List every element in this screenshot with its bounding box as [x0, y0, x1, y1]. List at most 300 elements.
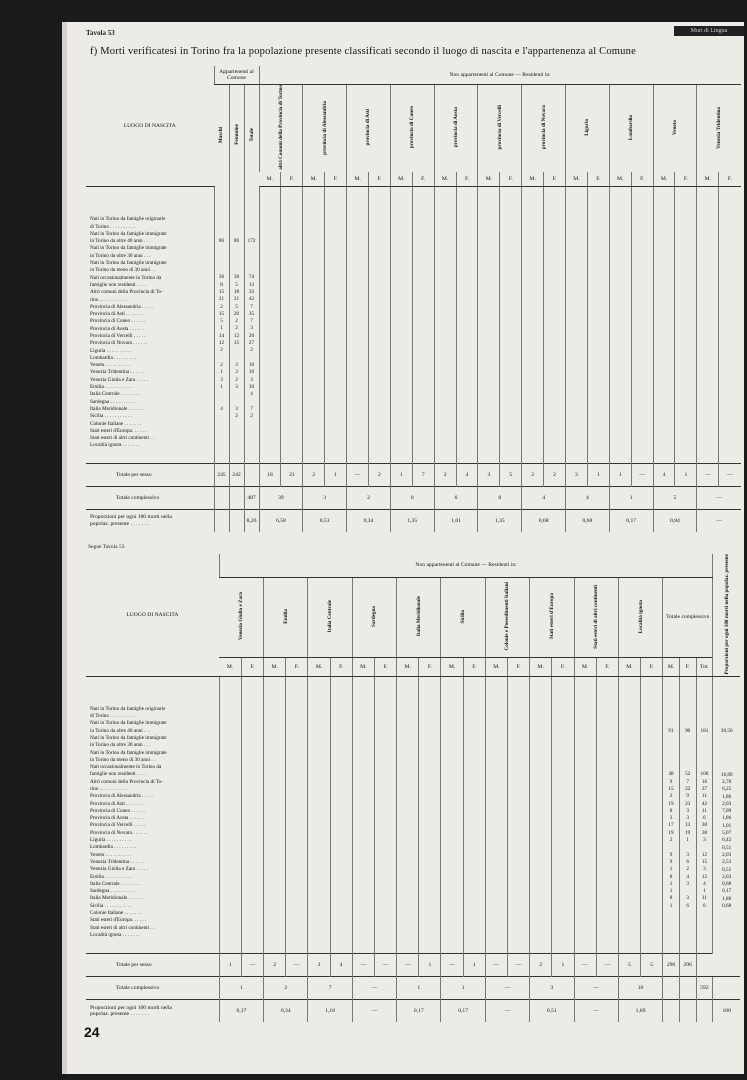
col-header-label: provincia di Alessandria — [321, 100, 328, 155]
sex-f: F. — [552, 658, 574, 677]
sex-m: M. — [264, 658, 286, 677]
proporzione-value: 0,34 — [347, 510, 391, 533]
col-header — [308, 577, 352, 658]
cell-value: 18 — [233, 288, 240, 295]
col-header-label: Colonie e Possedimenti Italiani — [504, 582, 511, 651]
row-label: Altri comuni della Provincia di To- — [90, 778, 163, 785]
sex-m: M. — [308, 658, 330, 677]
sex-m: M. — [609, 172, 631, 187]
sex-m: M. — [347, 172, 369, 187]
cell-value: 1 — [669, 880, 673, 887]
totale-value: 1 — [552, 954, 574, 977]
row-label: Nati in Torino da famiglie immigrate — [90, 720, 167, 727]
cell-value: 86 — [218, 237, 225, 244]
cell-value — [697, 844, 713, 851]
sex-m: M. — [352, 658, 374, 677]
sex-f: F. — [544, 172, 566, 187]
cell-value: 19 — [685, 829, 691, 836]
col-header — [530, 577, 574, 658]
proporzioni-label — [86, 1000, 219, 1023]
row-label: Liguria . . . . . . . . . . — [90, 347, 132, 354]
cell-value — [215, 245, 229, 252]
data-column — [308, 677, 330, 954]
totale-value: 5 — [500, 464, 522, 487]
sex-m: M. — [663, 658, 680, 677]
cell-value: 26 — [248, 332, 255, 339]
totale-value: — — [286, 954, 308, 977]
cell-value: 3 — [686, 851, 689, 858]
row-label: Italia Meridionale . . . . . . — [90, 405, 143, 412]
totale-complessivo-label: Totale complessivo — [86, 977, 219, 1000]
col-header — [697, 85, 741, 173]
cell-value: 2 — [235, 376, 238, 383]
continuation-label: Segue Tavola 53 — [88, 544, 125, 550]
data-column — [463, 677, 485, 954]
row-label: Nati in Torino da famiglie immigrate — [90, 230, 167, 237]
sex-m: M. — [618, 658, 640, 677]
totale-value — [244, 464, 259, 487]
col-header — [441, 577, 485, 658]
cell-value — [663, 844, 679, 851]
cell-value: 6,42 — [722, 837, 732, 844]
totale-per-sesso-label: Totale per sesso — [86, 464, 214, 487]
cell-value: 9 — [669, 778, 673, 785]
col-header — [390, 85, 434, 173]
complessivo-value: 10 — [618, 977, 662, 1000]
cell-value — [245, 252, 259, 259]
data-column — [574, 677, 596, 954]
proporzione-value: 1,35 — [478, 510, 522, 533]
cell-value: 1,86 — [722, 815, 732, 822]
group-non-appartenenti: Non appartenenti al Comune — Residenti in: — [219, 554, 713, 577]
col-header-label: Sardegna — [371, 605, 378, 627]
row-label: popolaz. presente . . . . . . . — [90, 521, 149, 527]
cell-value — [230, 355, 244, 362]
data-column — [352, 677, 374, 954]
cell-value — [663, 735, 679, 742]
cell-value: 17 — [668, 822, 674, 829]
cell-value — [680, 844, 696, 851]
col-header-label: Veneto — [671, 119, 678, 136]
cell-value — [215, 420, 229, 427]
cell-value — [215, 391, 229, 398]
cell-value — [713, 742, 740, 749]
cell-value: 8 — [669, 807, 673, 814]
sex-f: F. — [500, 172, 522, 187]
totale-complessivo-header: Totale complessivo — [663, 577, 713, 658]
cell-value — [245, 260, 259, 267]
row-label: rino . . . . . . . . . . . — [90, 296, 127, 303]
cell-value: 1 — [703, 888, 706, 895]
proporzione-value: 100 — [713, 1000, 740, 1023]
row-label: Proporzioni per ogni 100 morti nella — [90, 1004, 172, 1011]
cell-value — [697, 910, 713, 917]
cell-value: 2 — [220, 361, 223, 368]
cell-value: 23 — [685, 800, 691, 807]
proporzione-value: 6,58 — [259, 510, 303, 533]
cell-value: 2 — [686, 866, 689, 873]
cell-value — [230, 245, 244, 252]
complessivo-value: 1 — [397, 977, 441, 1000]
complessivo-value: 39 — [259, 487, 303, 510]
cell-value: 172 — [247, 237, 256, 244]
totale-value: 4 — [330, 954, 352, 977]
col-header — [609, 85, 653, 173]
row-label: Località ignota . . . . . . . — [90, 931, 140, 938]
cell-value — [663, 742, 679, 749]
data-column — [530, 677, 552, 954]
sex-f: F. — [241, 658, 263, 677]
row-label: Stati esteri di altri continenti . . — [90, 435, 155, 442]
totale-value: 296 — [663, 954, 680, 977]
cell-value: 6 — [703, 815, 706, 822]
cell-value: 2,03 — [722, 800, 732, 807]
cell-value: 48 — [668, 771, 674, 778]
row-label: Sardegna . . . . . . . . . . — [90, 888, 136, 895]
totale-value: 2 — [522, 464, 544, 487]
data-column — [596, 677, 618, 954]
proporzione-value: 0,84 — [653, 510, 697, 533]
row-label: Lombardia . . . . . . . . . — [90, 354, 137, 361]
cell-value: 0,68 — [722, 881, 732, 888]
row-label: Nati in Torino da famiglie originarie — [90, 705, 166, 712]
sex-f: F. — [719, 172, 741, 187]
sex-f: F. — [679, 658, 696, 677]
totale-value: — — [596, 954, 618, 977]
proporzione-value: — — [574, 1000, 618, 1023]
cell-value: 19 — [668, 800, 674, 807]
cell-value: 2 — [220, 303, 223, 310]
totale-value: 2 — [530, 954, 552, 977]
data-column — [374, 677, 396, 954]
cell-value: 91 — [668, 727, 674, 734]
col-header — [574, 577, 618, 658]
row-label: Emilia . . . . . . . . . . . — [90, 384, 133, 391]
row-label: Emilia . . . . . . . . . . . — [90, 873, 133, 880]
cell-value: 3 — [250, 376, 253, 383]
data-column — [347, 187, 369, 464]
complessivo-value: 6 — [434, 487, 478, 510]
row-label: in Torino da oltre 30 anni . . . — [90, 742, 151, 749]
cell-value: 15 — [218, 288, 225, 295]
data-column — [675, 187, 697, 464]
cell-value — [680, 764, 696, 771]
col-header — [522, 85, 566, 173]
data-column — [229, 187, 244, 464]
proporzione-value — [214, 510, 229, 533]
cell-value: 1 — [220, 369, 223, 376]
data-column — [397, 677, 419, 954]
sex-f: F. — [325, 172, 347, 187]
cell-value: 4 — [703, 880, 706, 887]
row-label: Nati in Torino da famiglie immigrate — [90, 734, 167, 741]
col-header — [219, 577, 263, 658]
cell-value — [245, 398, 259, 405]
data-column — [219, 677, 241, 954]
col-header-label: Stati esteri di altri continenti — [593, 584, 600, 649]
row-label: Colonie Italiane . . . . . . . — [90, 420, 142, 427]
cell-value: 21 — [233, 296, 240, 303]
page-title: f) Morti verificatesi in Torino fra la popolazione presente classificati secondo il luogo di nascita e l'appartenenza al Comune — [90, 46, 636, 57]
totale-complessivo-label: Totale complessivo — [86, 487, 214, 510]
cell-value: 86 — [233, 237, 240, 244]
cell-value — [230, 347, 244, 354]
table-1 — [86, 66, 741, 532]
sex-m: M. — [566, 172, 588, 187]
cell-value — [215, 267, 229, 274]
data-column — [241, 677, 263, 954]
col-header-label: provincia di Aosta — [453, 107, 460, 148]
row-label: in Torino da oltre 40 anni . . . — [90, 727, 151, 734]
row-label: Veneto . . . . . . . . . . — [90, 362, 131, 369]
data-column — [609, 187, 631, 464]
cell-value: 3 — [235, 361, 238, 368]
total-header: Tot. — [696, 658, 713, 677]
row-label: Provincia di Asti . . . . . . . — [90, 800, 144, 807]
cell-value: 11 — [701, 807, 707, 814]
row-label: Nati in Torino da famiglie immigrate — [90, 749, 167, 756]
totale-value: 4 — [456, 464, 478, 487]
cell-value — [697, 735, 713, 742]
sex-f: F. — [286, 658, 308, 677]
cell-value: 90 — [685, 727, 691, 734]
cell-value: 21 — [218, 296, 225, 303]
col-header-label: provincia di Cuneo — [409, 106, 416, 149]
cell-value: 8 — [220, 281, 223, 288]
cell-value: 4 — [220, 405, 223, 412]
col-header-label: provincia di Vercelli — [496, 105, 503, 150]
cell-value: 7,09 — [722, 808, 732, 815]
col-header — [485, 577, 529, 658]
cell-value: 42 — [248, 296, 255, 303]
row-header: LUOGO DI NASCITA — [86, 554, 219, 677]
cell-value — [230, 267, 244, 274]
totale-value: — — [397, 954, 419, 977]
col-header-label: Venezia Tridentina — [716, 106, 722, 149]
cell-value: 15 — [233, 340, 240, 347]
row-label: Provincia di Asti . . . . . . . — [90, 311, 144, 318]
cell-value — [230, 398, 244, 405]
proporzione-value: 0,51 — [530, 1000, 574, 1023]
complessivo-value: — — [574, 977, 618, 1000]
row-label: Sicilia . . . . . . . . . . . — [90, 902, 132, 909]
cell-value — [697, 757, 713, 764]
data-column — [264, 677, 286, 954]
totale-value: 1 — [419, 954, 441, 977]
row-label: Provincia di Vercelli . . . . . — [90, 333, 146, 339]
col-header-label: Emilia — [282, 609, 289, 624]
row-label: in Torino da meno di 30 anni . . — [90, 267, 156, 274]
proporzioni-label — [86, 510, 214, 533]
data-column — [485, 677, 507, 954]
cell-value: 38 — [701, 829, 708, 836]
complessivo-value: 3 — [303, 487, 347, 510]
complessivo-value — [713, 977, 740, 1000]
cell-value — [713, 750, 740, 757]
cell-value: 9 — [669, 858, 673, 865]
data-column — [679, 677, 696, 954]
cell-value: 6 — [686, 902, 689, 909]
data-column — [390, 187, 412, 464]
row-label: Provincia di Cuneo . . . . . . — [90, 807, 146, 814]
complessivo-value: 5 — [653, 487, 697, 510]
proporzione-value — [229, 510, 244, 533]
row-label: Liguria . . . . . . . . . . — [90, 837, 132, 844]
col-header — [653, 85, 697, 173]
group-non-appartenenti: Non appartenenti al Comune — Residenti in: — [259, 66, 741, 85]
row-label: Provincia di Novara . . . . . . — [90, 829, 148, 836]
data-column — [281, 187, 303, 464]
totale-per-sesso-label: Totale per sesso — [86, 954, 219, 977]
proporzione-value: — — [485, 1000, 529, 1023]
proporzione-value — [679, 1000, 696, 1023]
proporzione-value: 1,35 — [390, 510, 434, 533]
cell-value: 7 — [686, 778, 689, 785]
totale-value: — — [631, 464, 653, 487]
cell-value: 3 — [669, 815, 673, 822]
sex-m: M. — [485, 658, 507, 677]
col-header-label: Stati esteri d'Europa — [548, 593, 555, 640]
cell-value: 52 — [685, 771, 691, 778]
cell-value: 7 — [250, 405, 253, 412]
proporzione-value: 1,01 — [434, 510, 478, 533]
cell-value: 42 — [701, 800, 708, 807]
data-column — [214, 187, 229, 464]
col-header-label: Lombardia — [628, 114, 635, 141]
sex-f: F. — [463, 658, 485, 677]
totale-value: 5 — [641, 954, 663, 977]
complessivo-value — [214, 487, 229, 510]
row-label: Nati occasionalmente in Torino da — [90, 764, 162, 771]
proporzione-value: 0,17 — [441, 1000, 485, 1023]
cell-value: 30 — [701, 822, 708, 829]
data-column — [566, 187, 588, 464]
complessivo-value: 1 — [609, 487, 653, 510]
cell-value: 2,03 — [722, 851, 732, 858]
cell-value — [697, 764, 713, 771]
col-header — [214, 85, 229, 187]
proporzione-value: 0,68 — [522, 510, 566, 533]
cell-value — [663, 750, 679, 757]
cell-value: 12 — [701, 873, 708, 880]
col-header — [303, 85, 347, 173]
cell-value: 13 — [685, 822, 691, 829]
row-label: in Torino da oltre 30 anni . . . — [90, 252, 151, 259]
cell-value: 6,25 — [722, 786, 732, 793]
sex-m: M. — [434, 172, 456, 187]
col-header-label: Sicilia — [460, 609, 467, 624]
totale-value: 245 — [214, 464, 229, 487]
cell-value: 2 — [669, 837, 673, 844]
cell-value: 2 — [235, 413, 238, 420]
row-label: in Torino da meno di 30 anni . . — [90, 756, 156, 763]
complessivo-value — [229, 487, 244, 510]
cell-value — [663, 757, 679, 764]
cell-value: 33 — [248, 288, 255, 295]
table-2 — [86, 554, 740, 1022]
cell-value: 2 — [669, 793, 673, 800]
cell-value: 2 — [235, 325, 238, 332]
complessivo-value: — — [485, 977, 529, 1000]
totale-value: 7 — [412, 464, 434, 487]
sex-f: F. — [368, 172, 390, 187]
cell-value — [215, 252, 229, 259]
col-header — [229, 85, 244, 187]
proporzione-value — [663, 1000, 680, 1023]
totale-value: — — [241, 954, 263, 977]
col-header — [264, 577, 308, 658]
cell-value: 7 — [250, 303, 253, 310]
cell-value: 0,17 — [722, 888, 732, 895]
proporzione-value — [696, 1000, 713, 1023]
cell-value — [230, 420, 244, 427]
totale-value: 2 — [264, 954, 286, 977]
totale-value: 5 — [618, 954, 640, 977]
cell-value: 5 — [235, 281, 238, 288]
sex-f: F. — [456, 172, 478, 187]
col-header — [566, 85, 610, 173]
row-label: Nati occasionalmente in Torino da — [90, 274, 162, 281]
cell-value — [230, 260, 244, 267]
cell-value: 1 — [669, 866, 673, 873]
data-column — [641, 677, 663, 954]
sex-m: M. — [219, 658, 241, 677]
cell-value: 27 — [248, 340, 255, 347]
col-header-label: Totale — [248, 127, 255, 142]
cell-value: 9 — [669, 851, 673, 858]
cell-value: 6 — [686, 858, 689, 865]
complessivo-value: 487 — [244, 487, 259, 510]
cell-value: 9 — [686, 793, 689, 800]
data-column — [330, 677, 352, 954]
cell-value: 100 — [700, 771, 709, 778]
cell-value: 12 — [701, 851, 708, 858]
cell-value: 38 — [233, 274, 240, 281]
col-header — [347, 85, 391, 173]
complessivo-value: 8 — [390, 487, 434, 510]
proporzione-value: 1,69 — [618, 1000, 662, 1023]
proporzioni-header — [713, 554, 740, 677]
cell-value — [713, 764, 740, 771]
col-header-label: Venezia Giulia e Zara — [238, 592, 245, 641]
sex-m: M. — [259, 172, 281, 187]
cell-value: 20 — [233, 310, 240, 317]
sex-f: F. — [374, 658, 396, 677]
proporzione-value: 1,18 — [308, 1000, 352, 1023]
totale-value: 296 — [679, 954, 696, 977]
cell-value: 37 — [701, 785, 708, 792]
cell-value: 15 — [668, 785, 674, 792]
cell-value: 2,53 — [722, 859, 732, 866]
col-header-label: Maschi — [218, 126, 225, 143]
row-label: Nati in Torino da famiglie immigrate — [90, 260, 167, 267]
col-header — [244, 85, 259, 187]
sex-f: F. — [330, 658, 352, 677]
cell-value: 15 — [218, 310, 225, 317]
row-label: Proporzioni per ogni 100 morti nella — [90, 514, 172, 521]
cell-value: 3 — [235, 369, 238, 376]
complessivo-value: 8 — [478, 487, 522, 510]
cell-value — [713, 910, 740, 917]
cell-value: 30,56 — [720, 727, 733, 734]
totale-value: 2 — [303, 464, 325, 487]
cell-value: 3 — [703, 837, 706, 844]
cell-value — [680, 750, 696, 757]
cell-value: 2,03 — [722, 873, 732, 880]
row-label: Venezia Tridentina . . . . . . — [90, 369, 145, 376]
cell-value: 5 — [220, 318, 223, 325]
row-label: in Torino da oltre 40 anni . . . — [90, 238, 151, 245]
